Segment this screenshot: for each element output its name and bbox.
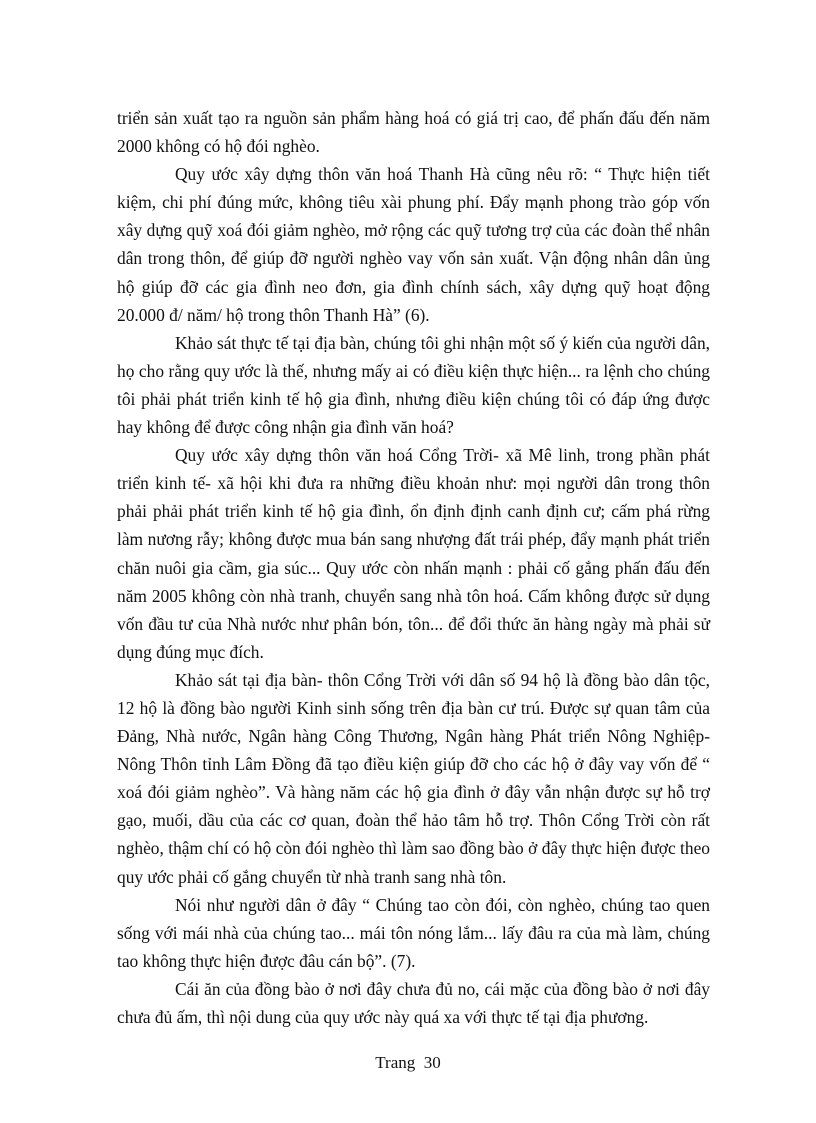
paragraph-4: Quy ước xây dựng thôn văn hoá Cổng Trời- xã Mê linh, trong phần phát triển kinh tế- xã hội khi đưa ra những điều khoản như: mọi người dân trong thôn phải phải phát triển kinh tế hộ gia đình, ổn định định canh định cư; cấm phá rừng làm nương rẫy; không được mua bán sang nhượng đất trái phép, đẩy mạnh phát triển chăn nuôi gia cầm, gia súc... Quy ước còn nhấn mạnh : phải cố gắng phấn đấu đến năm 2005 không còn nhà tranh, chuyển sang nhà tôn hoá. Cấm không được sử dụng vốn đầu tư của Nhà nước như phân bón, tôn... để đổi thức ăn hàng ngày mà phải sử dụng đúng mục đích. [117, 445, 710, 662]
paragraph-2: Quy ước xây dựng thôn văn hoá Thanh Hà cũng nêu rõ: “ Thực hiện tiết kiệm, chi phí đúng mức, không tiêu xài phung phí. Đẩy mạnh phong trào góp vốn xây dựng quỹ xoá đói giảm nghèo, mở rộng các quỹ tương trợ của các đoàn thể nhân dân trong thôn, để giúp đỡ người nghèo vay vốn sản xuất. Vận động nhân dân ủng hộ giúp đỡ các gia đình neo đơn, gia đình chính sách, xây dựng quỹ hoạt động 20.000 đ/ năm/ hộ trong thôn Thanh Hà” (6). [117, 164, 710, 325]
paragraph-5: Khảo sát tại địa bàn- thôn Cổng Trời với dân số 94 hộ là đồng bào dân tộc, 12 hộ là đồng bào người Kinh sinh sống trên địa bàn cư trú. Được sự quan tâm của Đảng, Nhà nước, Ngân hàng Công Thương, Ngân hàng Phát triển Nông Nghiệp- Nông Thôn tỉnh Lâm Đồng đã tạo điều kiện giúp đỡ cho các hộ ở đây vay vốn để “ xoá đói giảm nghèo”. Và hàng năm các hộ gia đình ở đây vẫn nhận được sự hỗ trợ gạo, muối, dầu của các cơ quan, đoàn thể hảo tâm hỗ trợ. Thôn Cổng Trời còn rất nghèo, thậm chí có hộ còn đói nghèo thì làm sao đồng bào ở đây thực hiện được theo quy ước phải cố gắng chuyển từ nhà tranh sang nhà tôn. [117, 669, 710, 887]
paragraph-7: Cái ăn của đồng bào ở nơi đây chưa đủ no, cái mặc của đồng bào ở nơi đây chưa đủ ấm, thì nội dung của quy ước này quá xa với thực tế tại địa phương. [117, 978, 710, 1027]
page-footer [0, 1052, 816, 1074]
paragraph-6: Nói như người dân ở đây “ Chúng tao còn đói, còn nghèo, chúng tao quen sống với mái nhà của chúng tao... mái tôn nóng lắm... lấy đâu ra của mà làm, chúng tao không thực hiện được đâu cán bộ”. (7). [117, 894, 710, 971]
body-text [117, 104, 710, 1031]
page-number: Trang 30 [375, 1053, 441, 1072]
paragraph-1: triển sản xuất tạo ra nguồn sản phẩm hàng hoá có giá trị cao, để phấn đấu đến năm 2000 không có hộ đói nghèo. [117, 108, 710, 157]
paragraph-3: Khảo sát thực tế tại địa bàn, chúng tôi ghi nhận một số ý kiến của người dân, họ cho rằng quy ước là thế, nhưng mấy ai có điều kiện thực hiện... ra lệnh cho chúng tôi phải phát triển kinh tế hộ gia đình, nhưng điều kiện chúng tôi có đáp ứng được hay không để được công nhận gia đình văn hoá? [117, 332, 710, 438]
